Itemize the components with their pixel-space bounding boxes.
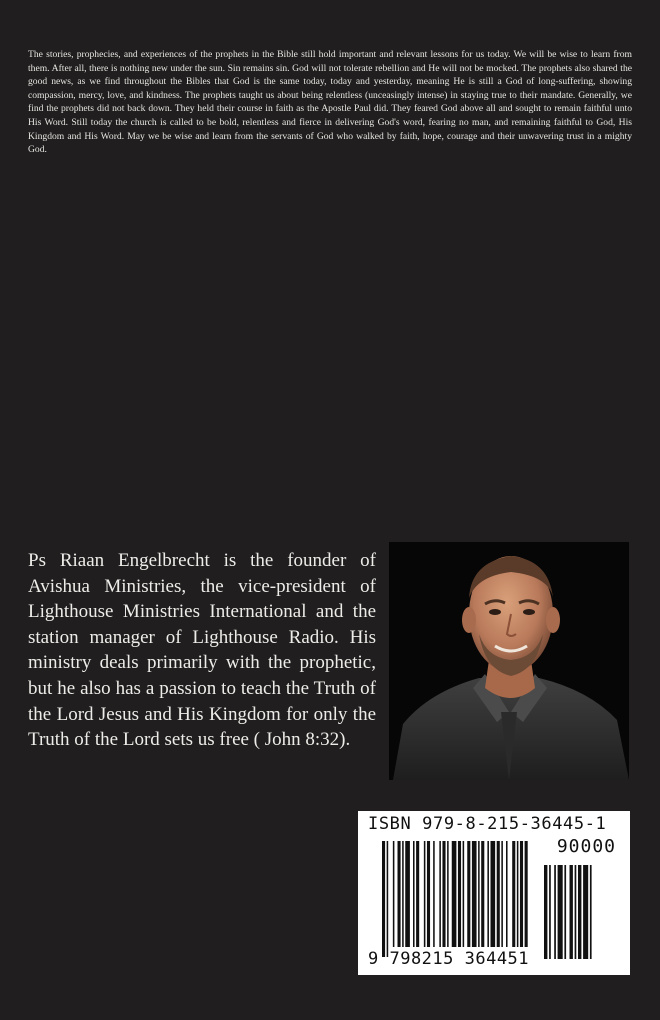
isbn-label: ISBN 979-8-215-36445-1 [368, 814, 607, 834]
author-photo [389, 542, 629, 780]
ean-digits: 9 798215 364451 [368, 949, 530, 969]
author-bio: Ps Riaan Engelbrecht is the founder of Avishua Ministries, the vice-president of Lighthouse Ministries International and the station manager of Lighthouse Radio. His ministry deals primarily with the prophetic, but he also has a passion to teach the Truth of the Lord Jesus and His Kingdom for only the Truth of the Lord sets us free ( John 8:32). [28, 550, 376, 751]
isbn-barcode [358, 811, 630, 975]
book-blurb: The stories, prophecies, and experiences of the prophets in the Bible still hold important and relevant lessons for us today. We will be wise to learn from them. After all, there is nothing new under the sun. Sin remains sin. God will not tolerate rebellion and He will not be mocked. The prophets also shared the good news, as we find throughout the Bibles that God is the same today, today and yesterday, meaning He is still a God of long-suffering, showing compassion, mercy, love, and kindness. The prophets taught us about being relentless (unceasingly intense) in staying true to their mandate. Generally, we find the prophets did not back down. They held their course in faith as the Apostle Paul did. They feared God above all and sought to remain faithful unto His Word. Still today the church is called to be bold, relentless and fierce in delivering God's word, fearing no man, and remaining faithful to God, His Kingdom and His Word. May we be wise and learn from the servants of God who walked by faith, hope, courage and their unwavering trust in a mighty God. [28, 49, 632, 156]
price-code: 90000 [556, 836, 616, 857]
